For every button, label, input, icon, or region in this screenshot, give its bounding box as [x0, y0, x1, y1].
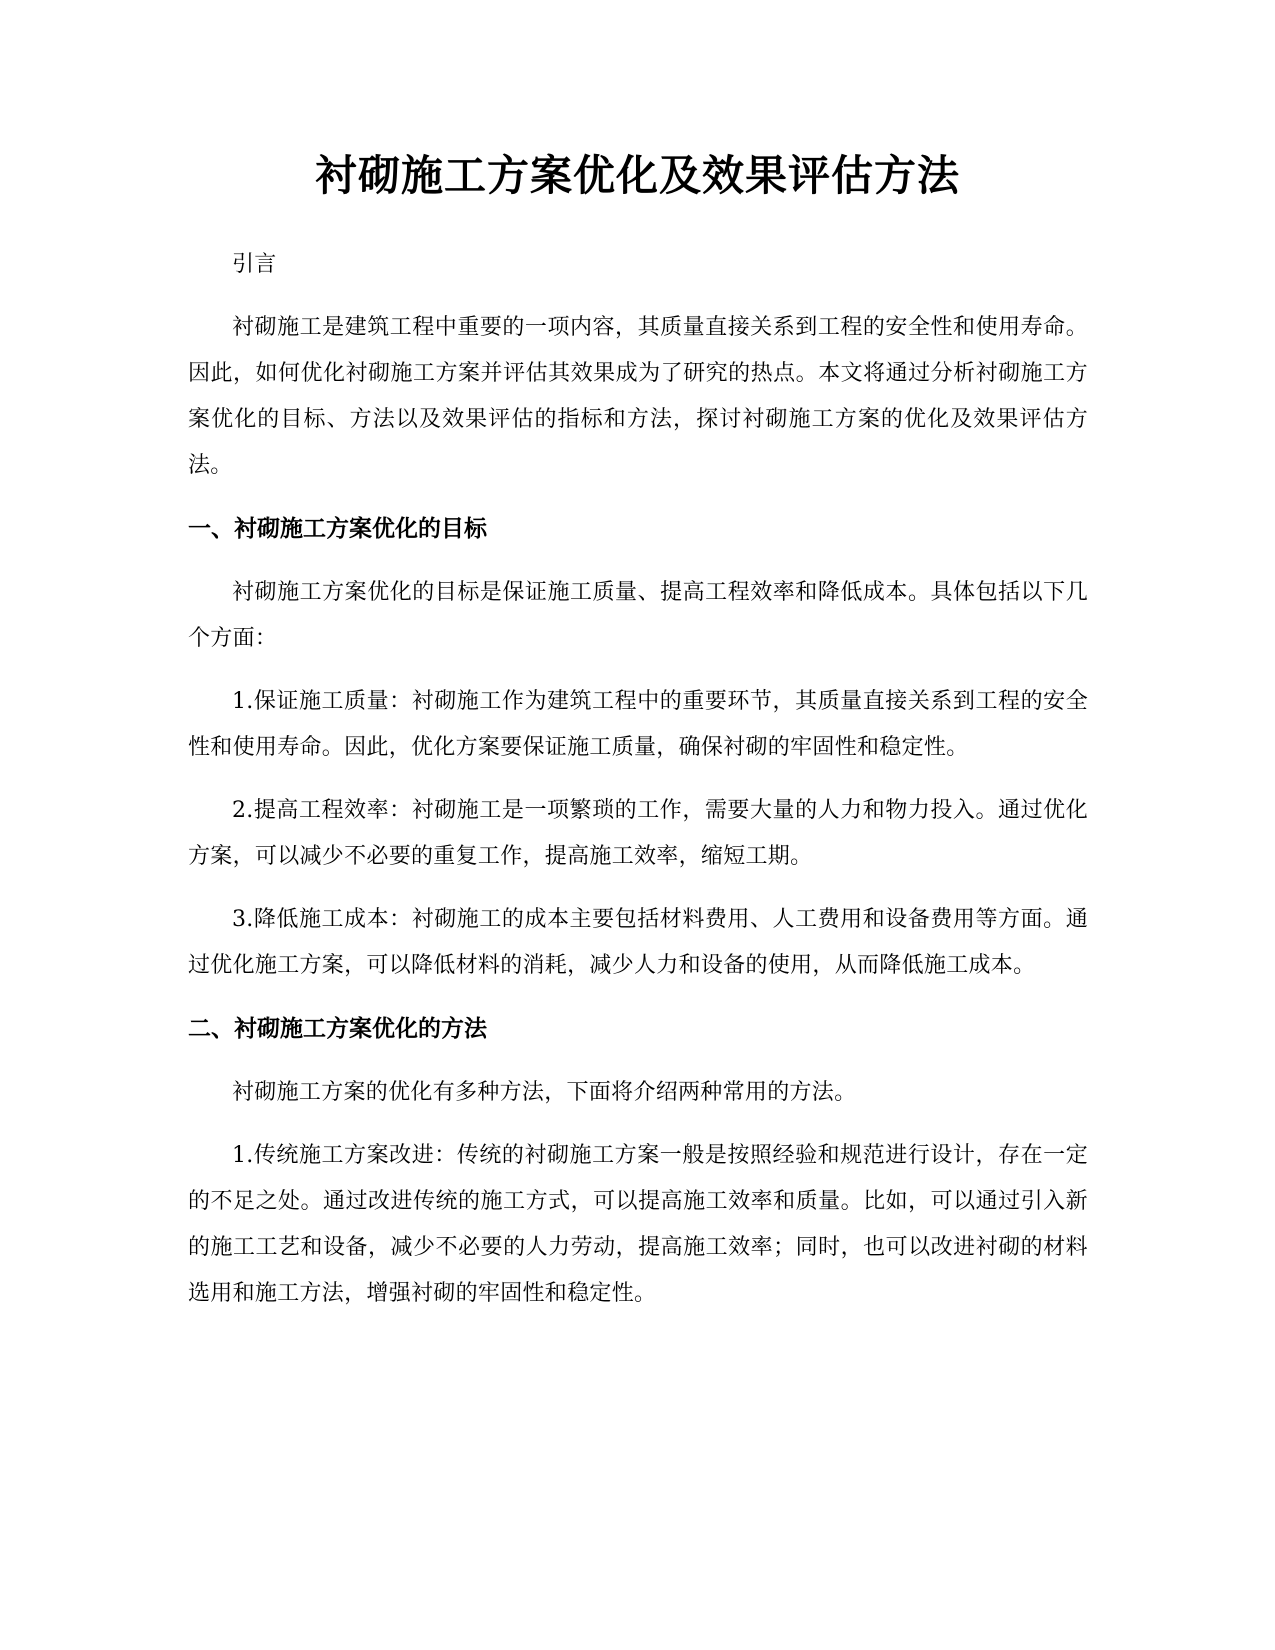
section-2-intro: 衬砌施工方案的优化有多种方法，下面将介绍两种常用的方法。 [232, 1080, 857, 1105]
intro-label: 引言 [232, 252, 277, 277]
document-body [188, 242, 1088, 1334]
section-1-intro: 衬砌施工方案优化的目标是保证施工质量、提高工程效率和降低成本。具体包括以下几个方面： [188, 580, 1088, 651]
section-1-item-1: 1.保证施工质量：衬砌施工作为建筑工程中的重要环节，其质量直接关系到工程的安全性和使用寿命。因此，优化方案要保证施工质量，确保衬砌的牢固性和稳定性。 [188, 689, 1088, 760]
section-2-heading: 二、衬砌施工方案优化的方法 [188, 1016, 487, 1042]
section-1-item-2: 2.提高工程效率：衬砌施工是一项繁琐的工作，需要大量的人力和物力投入。通过优化方案，可以减少不必要的重复工作，提高施工效率，缩短工期。 [188, 798, 1088, 869]
section-2-item-1: 1.传统施工方案改进：传统的衬砌施工方案一般是按照经验和规范进行设计，存在一定的不足之处。通过改进传统的施工方式，可以提高施工效率和质量。比如，可以通过引入新的施工工艺和设备，减少不必要的人力劳动，提高施工效率；同时，也可以改进衬砌的材料选用和施工方法，增强衬砌的牢固性和稳定性。 [188, 1143, 1088, 1306]
intro-paragraph: 衬砌施工是建筑工程中重要的一项内容，其质量直接关系到工程的安全性和使用寿命。因此，如何优化衬砌施工方案并评估其效果成为了研究的热点。本文将通过分析衬砌施工方案优化的目标、方法以及效果评估的指标和方法，探讨衬砌施工方案的优化及效果评估方法。 [188, 315, 1088, 478]
section-1-heading: 一、衬砌施工方案优化的目标 [188, 516, 487, 542]
section-1-item-3: 3.降低施工成本：衬砌施工的成本主要包括材料费用、人工费用和设备费用等方面。通过优化施工方案，可以降低材料的消耗，减少人力和设备的使用，从而降低施工成本。 [188, 907, 1088, 978]
document-title: 衬砌施工方案优化及效果评估方法 [314, 151, 960, 200]
